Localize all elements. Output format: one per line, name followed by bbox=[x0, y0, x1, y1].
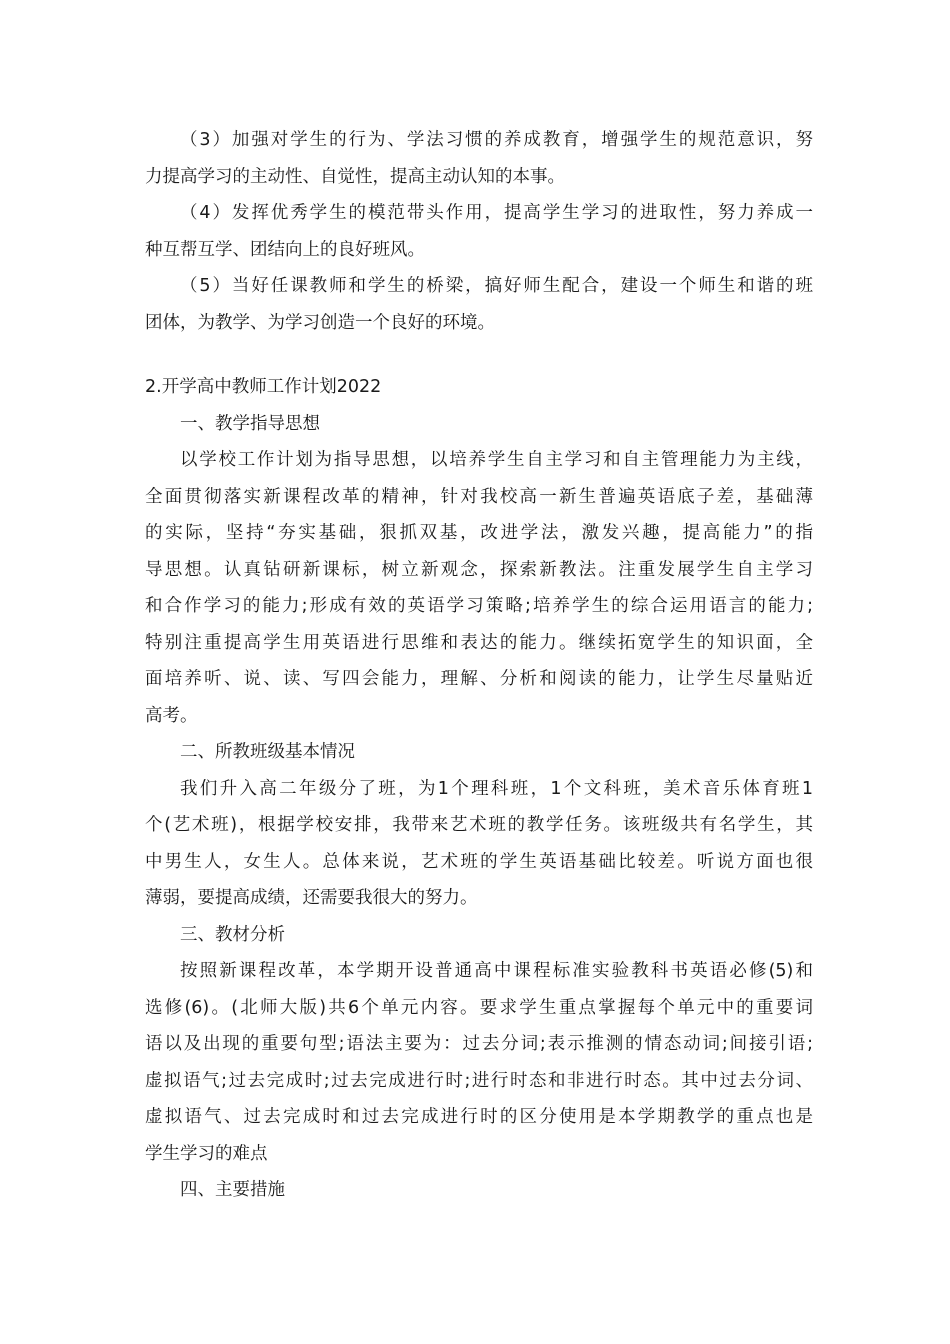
text-line: 高考。 bbox=[145, 705, 198, 726]
paragraph-teaching-guidance bbox=[145, 442, 813, 734]
text-line: 导思想。认真钻研新课标，树立新观念，探索新教法。注重发展学生自主学习 bbox=[145, 559, 813, 580]
heading-class-situation: 二、所教班级基本情况 bbox=[180, 742, 355, 762]
heading-textbook-analysis: 三、教材分析 bbox=[180, 924, 285, 945]
document-body bbox=[145, 122, 813, 1209]
text-line: （5）当好任课教师和学生的桥梁，搞好师生配合，建设一个师生和谐的班 bbox=[180, 276, 813, 296]
text-line: 我们升入高二年级分了班，为1个理科班，1个文科班，美术音乐体育班1 bbox=[180, 778, 813, 799]
paragraph-item-4 bbox=[145, 195, 813, 268]
text-line: 语以及出现的重要句型;语法主要为：过去分词;表示推测的情态动词;间接引语; bbox=[145, 1034, 813, 1054]
paragraph-item-5 bbox=[145, 268, 813, 341]
text-line: 特别注重提高学生用英语进行思维和表达的能力。继续拓宽学生的知识面，全 bbox=[145, 632, 813, 653]
text-line: 的实际，坚持“夯实基础，狠抓双基，改进学法，激发兴趣，提高能力”的指 bbox=[145, 523, 813, 543]
text-line: 力提高学习的主动性、自觉性，提高主动认知的本事。 bbox=[145, 166, 565, 187]
paragraph-textbook-analysis bbox=[145, 953, 813, 1172]
text-line: 学生学习的难点 bbox=[145, 1143, 268, 1164]
section-title: 2.开学高中教师工作计划2022 bbox=[145, 377, 382, 397]
paragraph-class-situation bbox=[145, 771, 813, 917]
heading-teaching-guidance: 一、教学指导思想 bbox=[180, 413, 320, 434]
text-line: 以学校工作计划为指导思想，以培养学生自主学习和自主管理能力为主线， bbox=[180, 450, 813, 470]
paragraph-item-3 bbox=[145, 122, 813, 195]
text-line: （4）发挥优秀学生的模范带头作用，提高学生学习的进取性，努力养成一 bbox=[180, 203, 813, 223]
text-line: 团体，为教学、为学习创造一个良好的环境。 bbox=[145, 312, 495, 333]
text-line: （3）加强对学生的行为、学法习惯的养成教育，增强学生的规范意识，努 bbox=[180, 130, 813, 150]
text-line: 全面贯彻落实新课程改革的精神，针对我校高一新生普遍英语底子差，基础薄 bbox=[145, 486, 813, 507]
text-line: 中男生人，女生人。总体来说，艺术班的学生英语基础比较差。听说方面也很 bbox=[145, 851, 813, 872]
text-line: 薄弱，要提高成绩，还需要我很大的努力。 bbox=[145, 888, 478, 908]
text-line: 面培养听、说、读、写四会能力，理解、分析和阅读的能力，让学生尽量贴近 bbox=[145, 669, 813, 689]
text-line: 按照新课程改革，本学期开设普通高中课程标准实验教科书英语必修(5)和 bbox=[180, 961, 813, 981]
text-line: 个(艺术班)，根据学校安排，我带来艺术班的教学任务。该班级共有名学生，其 bbox=[145, 815, 813, 835]
text-line: 种互帮互学、团结向上的良好班风。 bbox=[145, 239, 425, 260]
text-line: 和合作学习的能力;形成有效的英语学习策略;培养学生的综合运用语言的能力; bbox=[145, 596, 813, 616]
text-line: 选修(6)。(北师大版)共6个单元内容。要求学生重点掌握每个单元中的重要词 bbox=[145, 997, 813, 1018]
text-line: 虚拟语气、过去完成时和过去完成进行时的区分使用是本学期教学的重点也是 bbox=[145, 1107, 813, 1127]
text-line: 虚拟语气;过去完成时;过去完成进行时;进行时态和非进行时态。其中过去分词、 bbox=[145, 1070, 813, 1091]
heading-main-measures: 四、主要措施 bbox=[180, 1180, 285, 1200]
